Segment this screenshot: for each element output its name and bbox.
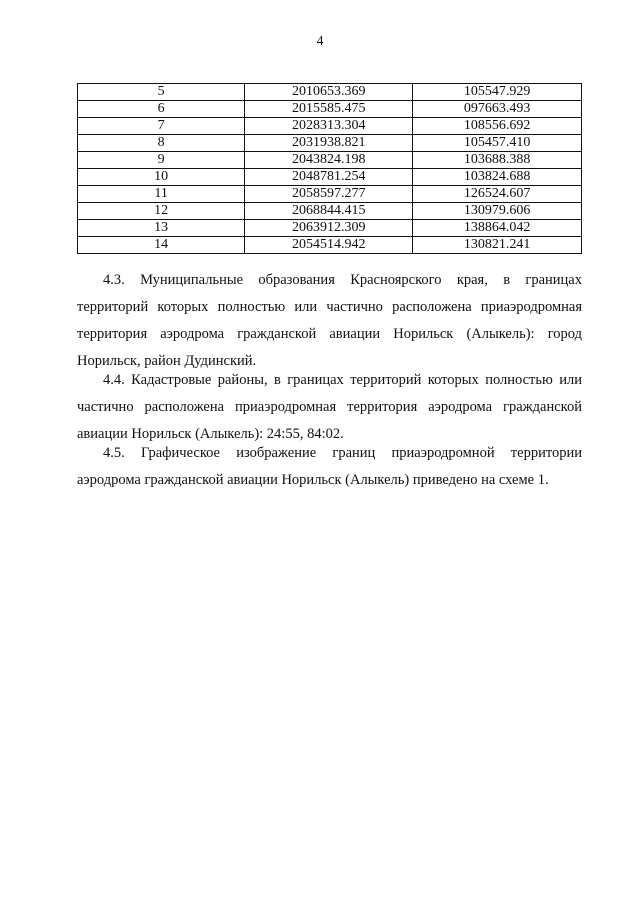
x-coordinate-cell: 2028313.304 xyxy=(245,118,413,135)
y-coordinate-cell: 105457.410 xyxy=(413,135,582,152)
x-coordinate-cell: 2048781.254 xyxy=(245,169,413,186)
x-coordinate-cell: 2031938.821 xyxy=(245,135,413,152)
paragraph-municipalities xyxy=(77,267,582,375)
paragraph-text: 4.3. Муниципальные образования Красноярского края, в границах территорий которых полностью или частично расположена приаэродромная территория аэродрома гражданской авиации Норильск (Алыкель): город Норильск, район Дудинский. xyxy=(77,272,582,369)
point-number-cell: 5 xyxy=(78,84,245,101)
page-number: 4 xyxy=(316,34,324,49)
x-coordinate-cell: 2054514.942 xyxy=(245,237,413,254)
point-number-cell: 8 xyxy=(78,135,245,152)
y-coordinate-cell: 130821.241 xyxy=(413,237,582,254)
y-coordinate-cell: 105547.929 xyxy=(413,84,582,101)
x-coordinate-cell: 2058597.277 xyxy=(245,186,413,203)
y-coordinate-cell: 126524.607 xyxy=(413,186,582,203)
point-number-cell: 14 xyxy=(78,237,245,254)
y-coordinate-cell: 108556.692 xyxy=(413,118,582,135)
coordinates-table xyxy=(77,83,582,254)
paragraph-cadastral-districts xyxy=(77,367,582,448)
table-row xyxy=(78,220,582,237)
table-row xyxy=(78,169,582,186)
table-row xyxy=(78,101,582,118)
x-coordinate-cell: 2043824.198 xyxy=(245,152,413,169)
point-number-cell: 11 xyxy=(78,186,245,203)
x-coordinate-cell: 2010653.369 xyxy=(245,84,413,101)
x-coordinate-cell: 2068844.415 xyxy=(245,203,413,220)
point-number-cell: 13 xyxy=(78,220,245,237)
point-number-cell: 7 xyxy=(78,118,245,135)
y-coordinate-cell: 097663.493 xyxy=(413,101,582,118)
paragraph-text: 4.4. Кадастровые районы, в границах территорий которых полностью или частично расположена приаэродромная территория аэродрома гражданской авиации Норильск (Алыкель): 24:55, 84:02. xyxy=(77,372,582,442)
table-row xyxy=(78,118,582,135)
point-number-cell: 6 xyxy=(78,101,245,118)
table-row xyxy=(78,135,582,152)
table-row xyxy=(78,84,582,101)
x-coordinate-cell: 2015585.475 xyxy=(245,101,413,118)
y-coordinate-cell: 130979.606 xyxy=(413,203,582,220)
y-coordinate-cell: 103688.388 xyxy=(413,152,582,169)
paragraph-text: 4.5. Графическое изображение границ приаэродромной территории аэродрома гражданской авиации Норильск (Алыкель) приведено на схеме 1. xyxy=(77,445,582,488)
point-number-cell: 10 xyxy=(78,169,245,186)
y-coordinate-cell: 103824.688 xyxy=(413,169,582,186)
point-number-cell: 12 xyxy=(78,203,245,220)
table-row xyxy=(78,186,582,203)
paragraph-graphic-scheme xyxy=(77,440,582,494)
point-number-cell: 9 xyxy=(78,152,245,169)
y-coordinate-cell: 138864.042 xyxy=(413,220,582,237)
x-coordinate-cell: 2063912.309 xyxy=(245,220,413,237)
table-row xyxy=(78,203,582,220)
table-row xyxy=(78,152,582,169)
table-row xyxy=(78,237,582,254)
